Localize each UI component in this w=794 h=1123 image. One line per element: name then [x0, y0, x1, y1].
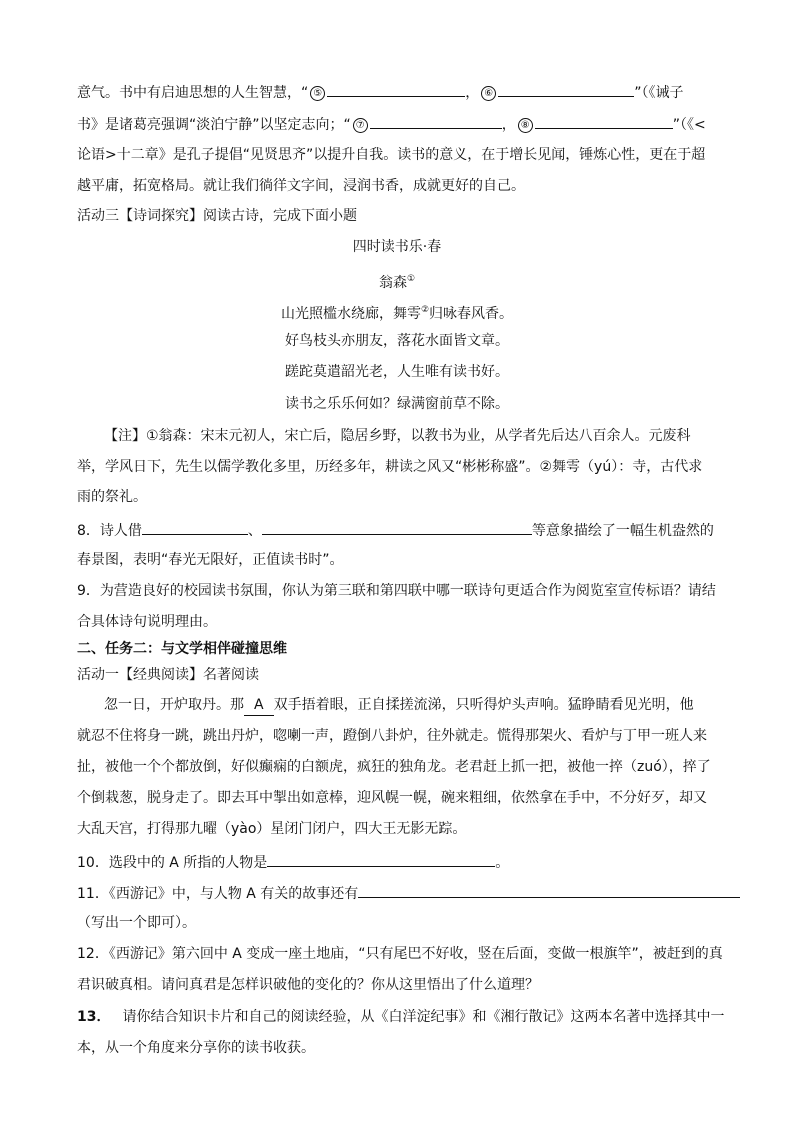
- intro-text: ”（《诫子: [634, 85, 684, 101]
- question-8-line-2: 春景图，表明“春光无限好，正值读书时”。: [77, 552, 344, 568]
- question-11-line-2: （写出一个即可）。: [77, 915, 196, 931]
- passage-line-2: 就忍不住将身一跳，跳出丹炉，唿喇一声，蹬倒八卦炉，往外就走。慌得那架火、看炉与丁甲一班人来: [77, 728, 707, 744]
- question-12-line-1: 12．《西游记》第六回中 A 变成一座土地庙，“只有尾巴不好收，竖在后面，变做一根旗竿”，被赶到的真: [77, 946, 723, 962]
- blank-marker-6: ⑥: [481, 86, 496, 101]
- activity1-heading: 活动一【经典阅读】名著阅读: [77, 667, 259, 683]
- task2-heading: 二、任务二：与文学相伴碰撞思维: [77, 641, 287, 657]
- fill-blank-8[interactable]: [535, 110, 673, 129]
- q10-text: 10．选段中的 A 所指的人物是: [77, 855, 268, 871]
- q8-text: 8．诗人借: [77, 523, 142, 539]
- notes-line-2: 举，学风日下，先生以儒学教化多里，历经多年，耕读之风又“彬彬称盛”。②舞雩（yú）：寺，古代求: [77, 459, 703, 475]
- q13-text: 请你结合知识卡片和自己的阅读经验，从《白洋淀纪事》和《湘行散记》这两本名著中选择其中一: [122, 1009, 725, 1025]
- poem-author-name: 翁森: [378, 275, 407, 291]
- passage-text: 双手捂着眼，正自揉搓流涕，只听得炉头声响。猛睁睛看见光明，他: [273, 697, 694, 713]
- passage-text: 忽一日，开炉取丹。那: [104, 697, 244, 713]
- q11-blank[interactable]: [358, 879, 740, 898]
- poem-line-4: 读书之乐乐何如？绿满窗前草不除。: [285, 396, 509, 412]
- question-9-line-1: 9．为营造良好的校园读书氛围，你认为第三联和第四联中哪一联诗句更适合作为阅览室宣传标语？请结: [77, 583, 716, 599]
- passage-line-4: 个倒栽葱，脱身走了。即去耳中掣出如意棒，迎风幌一幌，碗来粗细，依然拿在手中，不分好歹，却又: [77, 790, 707, 806]
- poem-line-1: [0, 297, 794, 323]
- answer-a-blank: A: [244, 696, 274, 716]
- blank-marker-8: ⑧: [518, 118, 533, 133]
- poem-text: 归咏春风香。: [429, 306, 514, 322]
- notes-line-3: 雨的祭礼。: [77, 489, 147, 505]
- q11-text: 11．《西游记》中，与人物 A 有关的故事还有: [77, 886, 359, 902]
- poem-author: [0, 266, 794, 292]
- activity3-heading: 活动三【诗词探究】阅读古诗，完成下面小题: [77, 208, 357, 224]
- intro-text: 书》是诸葛亮强调“淡泊宁静”以坚定志向；“: [77, 117, 351, 133]
- question-12-line-2: 君识破真相。请问真君是怎样识破他的变化的？你从这里悟出了什么道理？: [77, 977, 539, 993]
- question-10: [77, 848, 747, 874]
- q10-text: 。: [495, 855, 510, 871]
- q8-text: 、: [247, 523, 262, 539]
- question-13-line-1: [77, 1004, 747, 1030]
- question-8-line-1: [77, 516, 747, 542]
- intro-line-2: [77, 110, 747, 136]
- fill-blank-5[interactable]: [327, 78, 465, 97]
- q8-blank-1[interactable]: [142, 516, 248, 535]
- q13-number: 13．: [77, 1009, 111, 1025]
- poem-title: 四时读书乐·春: [352, 239, 442, 255]
- poem-line-2: 好鸟枝头亦朋友，落花水面皆文章。: [285, 333, 509, 349]
- poem-line-3: 蹉跎莫遣韶光老，人生唯有读书好。: [285, 364, 509, 380]
- passage-line-1: [104, 692, 774, 718]
- passage-line-3: 扯，被他一个个都放倒，好似癫痫的白额虎，疯狂的独角龙。老君赶上抓一把，被他一捽（zuó），捽了: [77, 759, 711, 775]
- q8-blank-2[interactable]: [262, 516, 532, 535]
- comma: ，: [501, 117, 516, 133]
- question-9-line-2: 合具体诗句说明理由。: [77, 614, 217, 630]
- note-marker-1: ①: [406, 274, 416, 284]
- intro-line-1: [77, 78, 747, 104]
- question-13-line-2: 本，从一个角度来分享你的读书收获。: [77, 1040, 315, 1056]
- notes-line-1: 【注】①翁森：宋末元初人，宋亡后，隐居乡野，以教书为业，从学者先后达八百余人。元废科: [104, 428, 691, 444]
- poem-text: 山光照槛水绕廊，舞雩: [280, 306, 421, 322]
- q10-blank[interactable]: [267, 848, 495, 867]
- q8-text: 等意象描绘了一幅生机盎然的: [531, 523, 714, 539]
- fill-blank-6[interactable]: [498, 78, 634, 97]
- intro-line-4: 越平庸，拓宽格局。就让我们徜徉文字间，浸润书香，成就更好的自己。: [77, 178, 525, 194]
- note-marker-2: ②: [420, 305, 430, 315]
- question-11-line-1: [77, 879, 747, 905]
- intro-text: ”（《<: [672, 117, 706, 133]
- passage-line-5: 大乱天宫，打得那九曜（yào）星闭门闭户，四大王无影无踪。: [77, 821, 467, 837]
- blank-marker-7: ⑦: [353, 118, 368, 133]
- comma: ，: [465, 85, 480, 101]
- fill-blank-7[interactable]: [370, 110, 502, 129]
- intro-line-3: 论语>十二章》是孔子提倡“见贤思齐”以提升自我。读书的意义，在于增长见闻，锤炼心性，更在于超: [77, 147, 706, 163]
- intro-text: 意气。书中有启迪思想的人生智慧，“: [77, 85, 309, 101]
- blank-marker-5: ⑤: [310, 86, 325, 101]
